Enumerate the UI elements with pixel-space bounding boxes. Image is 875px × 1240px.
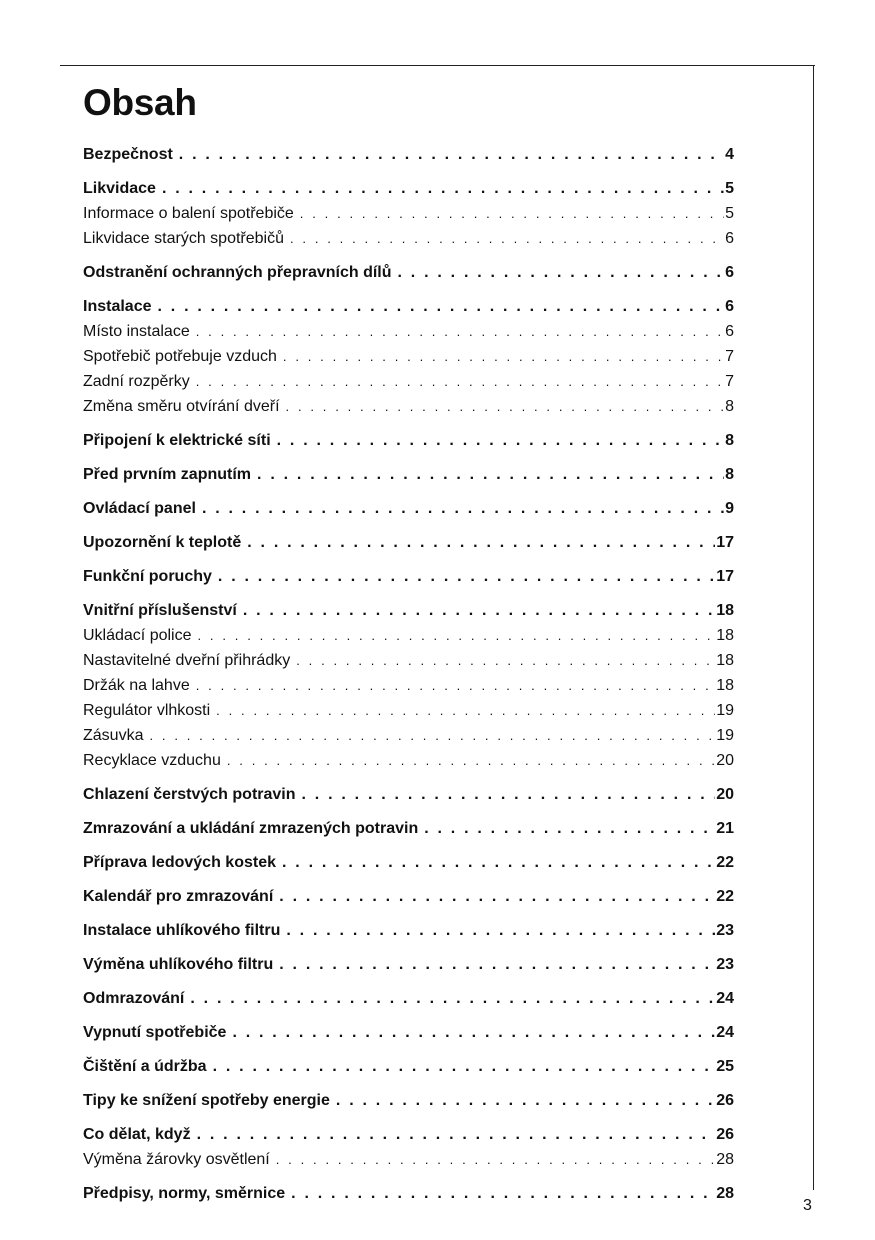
toc-subentry[interactable]: [83, 623, 734, 648]
dot-leader: [232, 1020, 715, 1045]
dot-leader: [162, 176, 724, 201]
dot-leader: [279, 952, 715, 977]
toc-subentry[interactable]: [83, 344, 734, 369]
toc-entry-page: 6: [725, 298, 734, 315]
page-number: 3: [803, 1197, 812, 1214]
toc-entry-page: 18: [716, 627, 734, 644]
dot-leader: [286, 394, 725, 419]
toc-entry-label: Bezpečnost: [83, 146, 173, 163]
toc-entry-label: Výměna uhlíkového filtru: [83, 956, 274, 973]
toc-entry-label: Připojení k elektrické síti: [83, 432, 271, 449]
toc-entry-label: Informace o balení spotřebiče: [83, 205, 294, 222]
toc-entry-page: 22: [716, 888, 734, 905]
toc-entry-page: 9: [725, 500, 734, 517]
toc-entry-label: Odmrazování: [83, 990, 185, 1007]
dot-leader: [424, 816, 715, 841]
toc-entry-label: Instalace: [83, 298, 152, 315]
toc-subentry[interactable]: [83, 698, 734, 723]
toc-entry-label: Tipy ke snížení spotřeby energie: [83, 1092, 330, 1109]
toc-entry-label: Před prvním zapnutím: [83, 466, 252, 483]
toc-subentry[interactable]: [83, 1147, 734, 1172]
toc-entry-page: 23: [716, 956, 734, 973]
dot-leader: [202, 496, 724, 521]
toc-entry-label: Místo instalace: [83, 323, 190, 340]
toc-entry-label: Nastavitelné dveřní přihrádky: [83, 652, 291, 669]
dot-leader: [302, 782, 716, 807]
toc-subentry[interactable]: [83, 723, 734, 748]
dot-leader: [277, 428, 724, 453]
dot-leader: [227, 748, 715, 773]
toc-entry-label: Ukládací police: [83, 627, 192, 644]
toc-entry-page: 6: [725, 230, 734, 247]
dot-leader: [257, 462, 724, 487]
toc-subentry[interactable]: [83, 319, 734, 344]
toc-entry[interactable]: [83, 564, 734, 589]
toc-entry[interactable]: [83, 530, 734, 555]
dot-leader: [286, 918, 715, 943]
dot-leader: [283, 344, 724, 369]
toc-entry-label: Likvidace: [83, 180, 156, 197]
toc-entry[interactable]: [83, 1020, 734, 1045]
toc-entry-page: 26: [716, 1126, 734, 1143]
toc-entry[interactable]: [83, 850, 734, 875]
toc-entry-page: 18: [716, 677, 734, 694]
toc-entry-page: 18: [716, 602, 734, 619]
dot-leader: [196, 319, 724, 344]
toc-entry-page: 28: [716, 1185, 734, 1202]
toc-entry[interactable]: [83, 1181, 734, 1206]
dot-leader: [179, 142, 724, 167]
toc-entry-page: 18: [716, 652, 734, 669]
dot-leader: [336, 1088, 715, 1113]
toc-entry-page: 25: [716, 1058, 734, 1075]
toc-entry-label: Výměna žárovky osvětlení: [83, 1151, 270, 1168]
toc-entry-label: Chlazení čerstvých potravin: [83, 786, 296, 803]
dot-leader: [190, 986, 715, 1011]
toc-entry-page: 7: [725, 348, 734, 365]
toc-entry-page: 26: [716, 1092, 734, 1109]
toc-entry-label: Upozornění k teplotě: [83, 534, 242, 551]
toc-entry[interactable]: [83, 918, 734, 943]
toc-subentry[interactable]: [83, 226, 734, 251]
toc-entry-page: 20: [716, 786, 734, 803]
toc-entry[interactable]: [83, 1088, 734, 1113]
toc-entry-page: 4: [725, 146, 734, 163]
dot-leader: [197, 1122, 716, 1147]
dot-leader: [276, 1147, 715, 1172]
toc-entry-label: Zásuvka: [83, 727, 144, 744]
toc-entry[interactable]: [83, 496, 734, 521]
toc-entry-label: Likvidace starých spotřebičů: [83, 230, 284, 247]
toc-entry-page: 24: [716, 990, 734, 1007]
dot-leader: [398, 260, 725, 285]
toc-entry-label: Zmrazování a ukládání zmrazených potravin: [83, 820, 419, 837]
page-title: Obsah: [83, 82, 197, 123]
toc-entry-page: 17: [716, 534, 734, 551]
toc-entry-label: Držák na lahve: [83, 677, 190, 694]
toc-entry-page: 24: [716, 1024, 734, 1041]
toc-entry-label: Vypnutí spotřebiče: [83, 1024, 227, 1041]
toc-subentry[interactable]: [83, 201, 734, 226]
toc-entry[interactable]: [83, 1122, 734, 1147]
dot-leader: [243, 598, 715, 623]
toc-entry-page: 28: [716, 1151, 734, 1168]
toc-entry[interactable]: [83, 260, 734, 285]
toc-entry[interactable]: [83, 816, 734, 841]
toc-entry-page: 20: [716, 752, 734, 769]
toc-subentry[interactable]: [83, 673, 734, 698]
dot-leader: [247, 530, 715, 555]
toc-entry-label: Odstranění ochranných přepravních dílů: [83, 264, 392, 281]
toc-entry-page: 5: [725, 180, 734, 197]
toc-entry-label: Regulátor vlhkosti: [83, 702, 211, 719]
toc-entry-label: Spotřebič potřebuje vzduch: [83, 348, 277, 365]
dot-leader: [291, 1181, 715, 1206]
dot-leader: [198, 623, 716, 648]
dot-leader: [300, 201, 724, 226]
toc-entry-page: 6: [725, 264, 734, 281]
toc-entry[interactable]: [83, 294, 734, 319]
dot-leader: [213, 1054, 716, 1079]
toc-entry-label: Předpisy, normy, směrnice: [83, 1185, 286, 1202]
dot-leader: [279, 884, 715, 909]
toc-entry[interactable]: [83, 598, 734, 623]
toc-entry-page: 8: [725, 432, 734, 449]
dot-leader: [157, 294, 724, 319]
toc-entry-label: Recyklace vzduchu: [83, 752, 221, 769]
toc-entry-label: Příprava ledových kostek: [83, 854, 276, 871]
toc-subentry[interactable]: [83, 394, 734, 419]
toc-entry-page: 5: [725, 205, 734, 222]
toc-entry-label: Vnitřní příslušenství: [83, 602, 237, 619]
toc-entry-page: 23: [716, 922, 734, 939]
toc-entry-page: 6: [725, 323, 734, 340]
toc-subentry[interactable]: [83, 369, 734, 394]
toc-entry-page: 17: [716, 568, 734, 585]
toc-entry-label: Instalace uhlíkového filtru: [83, 922, 281, 939]
dot-leader: [149, 723, 715, 748]
toc-entry-page: 8: [725, 466, 734, 483]
toc-entry[interactable]: [83, 782, 734, 807]
toc-entry-label: Změna směru otvírání dveří: [83, 398, 280, 415]
toc-entry[interactable]: [83, 884, 734, 909]
dot-leader: [218, 564, 715, 589]
toc-entry[interactable]: [83, 142, 734, 167]
toc-entry-page: 8: [725, 398, 734, 415]
toc-subentry[interactable]: [83, 648, 734, 673]
toc-entry[interactable]: [83, 428, 734, 453]
toc-entry-label: Ovládací panel: [83, 500, 196, 517]
dot-leader: [290, 226, 724, 251]
top-rule: [60, 65, 815, 66]
toc-entry-label: Kalendář pro zmrazování: [83, 888, 274, 905]
dot-leader: [196, 369, 724, 394]
toc-entry-label: Čištění a údržba: [83, 1058, 207, 1075]
toc-entry[interactable]: [83, 462, 734, 487]
toc-entry[interactable]: [83, 1054, 734, 1079]
toc-entry-page: 19: [716, 702, 734, 719]
toc-entry-page: 7: [725, 373, 734, 390]
dot-leader: [296, 648, 715, 673]
toc-entry-label: Zadní rozpěrky: [83, 373, 190, 390]
dot-leader: [282, 850, 715, 875]
toc-subentry[interactable]: [83, 748, 734, 773]
toc-entry-page: 21: [716, 820, 734, 837]
toc-entry[interactable]: [83, 176, 734, 201]
dot-leader: [196, 673, 715, 698]
toc-entry-page: 19: [716, 727, 734, 744]
table-of-contents: [83, 142, 734, 1206]
dot-leader: [216, 698, 715, 723]
right-rule: [813, 65, 814, 1190]
toc-entry[interactable]: [83, 986, 734, 1011]
toc-entry-label: Funkční poruchy: [83, 568, 212, 585]
toc-entry-page: 22: [716, 854, 734, 871]
toc-entry[interactable]: [83, 952, 734, 977]
toc-entry-label: Co dělat, když: [83, 1126, 191, 1143]
